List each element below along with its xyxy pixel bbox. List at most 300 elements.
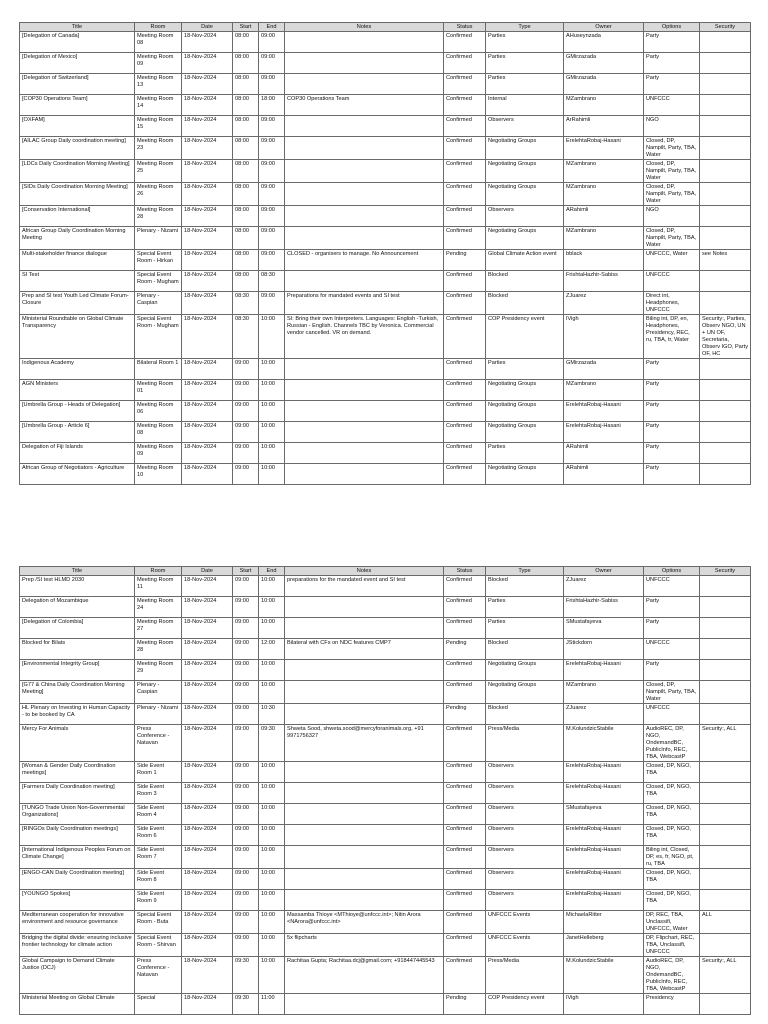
cell-type: Observers [486, 825, 564, 846]
table-row [20, 74, 751, 95]
cell-room: Meeting Room 14 [135, 95, 182, 116]
cell-title: Delegation of Fiji Islands [20, 443, 135, 464]
table-row [20, 443, 751, 464]
cell-room: Plenary - Nizami [135, 704, 182, 725]
cell-title: Ministerial Roundtable on Global Climate Transparency [20, 315, 135, 359]
cell-end: 10:00 [259, 681, 285, 704]
cell-room: Meeting Room 29 [135, 660, 182, 681]
cell-type: Internal [486, 95, 564, 116]
cell-options: UNFCCC [644, 704, 700, 725]
cell-notes [285, 32, 444, 53]
cell-security [700, 704, 751, 725]
cell-type: Blocked [486, 576, 564, 597]
cell-start: 09:00 [233, 464, 259, 485]
cell-start: 09:00 [233, 681, 259, 704]
cell-options: Direct int, Headphones, UNFCCC [644, 292, 700, 315]
cell-room: Meeting Room 10 [135, 464, 182, 485]
cell-room: Plenary - Nizami [135, 227, 182, 250]
cell-end: 10:00 [259, 576, 285, 597]
cell-security [700, 95, 751, 116]
cell-end: 09:00 [259, 160, 285, 183]
cell-owner: ErelehtaRobaj-Hasani [564, 401, 644, 422]
cell-start: 08:00 [233, 95, 259, 116]
cell-date: 18-Nov-2024 [182, 681, 233, 704]
cell-notes: Bilateral with CFs on NDC features CMP7 [285, 639, 444, 660]
cell-type: Negotiating Groups [486, 464, 564, 485]
column-header-type: Type [486, 567, 564, 576]
cell-start: 09:00 [233, 869, 259, 890]
cell-notes [285, 74, 444, 95]
cell-room: Meeting Room 08 [135, 422, 182, 443]
table-row [20, 116, 751, 137]
table-body [20, 32, 751, 485]
cell-date: 18-Nov-2024 [182, 160, 233, 183]
cell-title: [SIDs Daily Coordination Morning Meeting] [20, 183, 135, 206]
cell-start: 08:00 [233, 53, 259, 74]
cell-status: Confirmed [444, 443, 486, 464]
cell-start: 09:00 [233, 890, 259, 911]
cell-security [700, 890, 751, 911]
cell-security [700, 116, 751, 137]
cell-room: Side Event Room 4 [135, 804, 182, 825]
cell-date: 18-Nov-2024 [182, 725, 233, 762]
cell-status: Confirmed [444, 618, 486, 639]
table-row [20, 911, 751, 934]
cell-start: 09:00 [233, 911, 259, 934]
cell-end: 09:00 [259, 116, 285, 137]
cell-security [700, 359, 751, 380]
cell-options: Closed, DP, NGO, TBA [644, 890, 700, 911]
cell-status: Confirmed [444, 762, 486, 783]
cell-type: Negotiating Groups [486, 660, 564, 681]
column-header-options: Options [644, 567, 700, 576]
cell-notes [285, 359, 444, 380]
cell-end: 10:00 [259, 380, 285, 401]
cell-type: Observers [486, 890, 564, 911]
cell-notes: 5x flipcharts [285, 934, 444, 957]
cell-end: 09:00 [259, 32, 285, 53]
cell-date: 18-Nov-2024 [182, 443, 233, 464]
table-row [20, 783, 751, 804]
cell-owner: SMustafayeva [564, 618, 644, 639]
cell-end: 10:00 [259, 846, 285, 869]
cell-status: Confirmed [444, 271, 486, 292]
cell-date: 18-Nov-2024 [182, 846, 233, 869]
cell-room: Meeting Room 11 [135, 576, 182, 597]
cell-notes [285, 380, 444, 401]
cell-end: 10:00 [259, 890, 285, 911]
cell-status: Confirmed [444, 137, 486, 160]
cell-date: 18-Nov-2024 [182, 74, 233, 95]
cell-security [700, 292, 751, 315]
cell-security: ALL [700, 911, 751, 934]
column-header-status: Status [444, 567, 486, 576]
cell-owner: M.KolundzicStabile [564, 957, 644, 994]
cell-end: 10:00 [259, 315, 285, 359]
cell-date: 18-Nov-2024 [182, 227, 233, 250]
cell-notes: COP30 Operations Team [285, 95, 444, 116]
cell-date: 18-Nov-2024 [182, 32, 233, 53]
cell-notes: Massamba Thioye <MThioye@unfccc.int>; Nitin Arora <NArora@unfccc.int> [285, 911, 444, 934]
cell-start: 09:00 [233, 639, 259, 660]
cell-notes [285, 994, 444, 1015]
cell-room: Side Event Room 6 [135, 825, 182, 846]
cell-options: Closed, DP, NGO, TBA [644, 825, 700, 846]
cell-room: Meeting Room 15 [135, 116, 182, 137]
cell-type: Parties [486, 74, 564, 95]
cell-status: Pending [444, 639, 486, 660]
cell-options: Party [644, 660, 700, 681]
cell-start: 09:00 [233, 934, 259, 957]
cell-notes [285, 762, 444, 783]
cell-status: Confirmed [444, 890, 486, 911]
cell-title: [Umbrella Group - Article 6] [20, 422, 135, 443]
cell-title: HL Plenary on Investing in Human Capacity - to be booked by CA [20, 704, 135, 725]
cell-type: UNFCCC Events [486, 934, 564, 957]
cell-type: Observers [486, 116, 564, 137]
cell-owner: GMirzazada [564, 74, 644, 95]
cell-date: 18-Nov-2024 [182, 464, 233, 485]
cell-owner: M.KolundzicStabile [564, 725, 644, 762]
cell-title: Mediterranean cooperation for innovative environment and resource governance [20, 911, 135, 934]
cell-security [700, 804, 751, 825]
cell-type: Negotiating Groups [486, 183, 564, 206]
cell-date: 18-Nov-2024 [182, 825, 233, 846]
cell-title: Ministerial Meeting on Global Climate [20, 994, 135, 1015]
cell-owner: IVigh [564, 315, 644, 359]
cell-start: 09:00 [233, 401, 259, 422]
cell-title: [Delegation of Colombia] [20, 618, 135, 639]
cell-title: [LDCs Daily Coordination Morning Meeting] [20, 160, 135, 183]
cell-options: AudioREC, DP, NGO, OndemandBC, PublicInfo, REC, TBA, WebcastP [644, 725, 700, 762]
cell-date: 18-Nov-2024 [182, 704, 233, 725]
cell-notes [285, 618, 444, 639]
cell-options: Closed, DP, NGO, TBA [644, 869, 700, 890]
cell-security [700, 137, 751, 160]
cell-owner: JStickdorn [564, 639, 644, 660]
column-header-notes: Notes [285, 567, 444, 576]
cell-options: Party [644, 74, 700, 95]
cell-end: 09:30 [259, 725, 285, 762]
header-row [20, 567, 751, 576]
table-row [20, 401, 751, 422]
cell-title: Prep /SI test HLMD 2030 [20, 576, 135, 597]
cell-end: 09:00 [259, 227, 285, 250]
cell-start: 08:00 [233, 116, 259, 137]
cell-owner: ErelehtaRobaj-Hasani [564, 660, 644, 681]
cell-status: Confirmed [444, 53, 486, 74]
cell-title: [ENGO-CAN Daily Coordination meeting] [20, 869, 135, 890]
cell-type: Observers [486, 846, 564, 869]
cell-options: Biling int, DP, en, Headphones, Presidency, REC, ru, TBA, tr, Water [644, 315, 700, 359]
table-row [20, 639, 751, 660]
cell-room: Plenary - Caspian [135, 681, 182, 704]
table-row [20, 250, 751, 271]
cell-status: Confirmed [444, 95, 486, 116]
cell-status: Confirmed [444, 911, 486, 934]
cell-status: Confirmed [444, 934, 486, 957]
cell-date: 18-Nov-2024 [182, 53, 233, 74]
cell-security [700, 183, 751, 206]
cell-end: 09:00 [259, 292, 285, 315]
cell-status: Confirmed [444, 401, 486, 422]
cell-notes [285, 704, 444, 725]
cell-title: [RINGOs Daily Coordination meetings] [20, 825, 135, 846]
cell-type: Press/Media [486, 957, 564, 994]
cell-options: Party [644, 53, 700, 74]
cell-start: 08:00 [233, 74, 259, 95]
cell-notes [285, 206, 444, 227]
cell-room: Meeting Room 26 [135, 183, 182, 206]
cell-end: 08:30 [259, 271, 285, 292]
cell-type: Observers [486, 206, 564, 227]
cell-notes [285, 160, 444, 183]
cell-owner: IVigh [564, 994, 644, 1015]
cell-notes [285, 183, 444, 206]
cell-security [700, 846, 751, 869]
cell-security [700, 464, 751, 485]
cell-owner: MZambrano [564, 681, 644, 704]
cell-notes [285, 804, 444, 825]
cell-title: [COP30 Operations Team] [20, 95, 135, 116]
cell-end: 09:00 [259, 53, 285, 74]
cell-end: 10:00 [259, 804, 285, 825]
cell-status: Confirmed [444, 804, 486, 825]
column-header-date: Date [182, 567, 233, 576]
cell-date: 18-Nov-2024 [182, 804, 233, 825]
cell-room: Meeting Room 27 [135, 618, 182, 639]
cell-room: Side Event Room 9 [135, 890, 182, 911]
cell-notes: Preparations for mandated events and SI test [285, 292, 444, 315]
table-row [20, 704, 751, 725]
cell-notes: Shweta Sood, shweta.sood@mercyforanimals.org, +91 9971756327 [285, 725, 444, 762]
cell-type: Negotiating Groups [486, 137, 564, 160]
cell-type: Parties [486, 443, 564, 464]
cell-end: 10:00 [259, 443, 285, 464]
cell-date: 18-Nov-2024 [182, 250, 233, 271]
cell-notes [285, 846, 444, 869]
cell-options: Party [644, 359, 700, 380]
cell-security [700, 660, 751, 681]
cell-start: 08:00 [233, 206, 259, 227]
cell-start: 09:00 [233, 422, 259, 443]
column-header-end: End [259, 23, 285, 32]
cell-status: Confirmed [444, 660, 486, 681]
table-row [20, 994, 751, 1015]
cell-security [700, 576, 751, 597]
cell-end: 10:00 [259, 359, 285, 380]
cell-options: Party [644, 422, 700, 443]
cell-title: African Group of Negotiators - Agriculture [20, 464, 135, 485]
cell-start: 09:00 [233, 783, 259, 804]
cell-end: 09:00 [259, 74, 285, 95]
cell-options: Closed, DP, NGO, TBA [644, 783, 700, 804]
cell-type: Negotiating Groups [486, 681, 564, 704]
cell-date: 18-Nov-2024 [182, 639, 233, 660]
cell-type: Global Climate Action event [486, 250, 564, 271]
cell-security [700, 227, 751, 250]
cell-status: Pending [444, 704, 486, 725]
column-header-type: Type [486, 23, 564, 32]
cell-status: Confirmed [444, 597, 486, 618]
column-header-start: Start [233, 23, 259, 32]
cell-start: 09:00 [233, 762, 259, 783]
cell-owner: ARahimli [564, 443, 644, 464]
cell-security [700, 32, 751, 53]
cell-security [700, 762, 751, 783]
cell-security: Security:, ALL [700, 957, 751, 994]
cell-date: 18-Nov-2024 [182, 137, 233, 160]
table-row [20, 206, 751, 227]
cell-owner: AHuseynzada [564, 32, 644, 53]
table-row [20, 315, 751, 359]
cell-options: Party [644, 401, 700, 422]
cell-notes [285, 681, 444, 704]
cell-type: Blocked [486, 292, 564, 315]
cell-title: [Umbrella Group - Heads of Delegation] [20, 401, 135, 422]
table-row [20, 957, 751, 994]
cell-end: 09:00 [259, 137, 285, 160]
cell-start: 09:00 [233, 597, 259, 618]
cell-security [700, 74, 751, 95]
cell-date: 18-Nov-2024 [182, 994, 233, 1015]
cell-type: Negotiating Groups [486, 401, 564, 422]
table-row [20, 934, 751, 957]
cell-status: Confirmed [444, 825, 486, 846]
cell-start: 08:00 [233, 271, 259, 292]
cell-notes [285, 869, 444, 890]
cell-end: 10:00 [259, 660, 285, 681]
column-header-security: Security [700, 567, 751, 576]
cell-notes: CLOSED - organisers to manage. No Announcement [285, 250, 444, 271]
cell-owner: ZJuarez [564, 576, 644, 597]
cell-end: 10:00 [259, 401, 285, 422]
cell-options: NGO [644, 206, 700, 227]
cell-end: 12:00 [259, 639, 285, 660]
cell-status: Confirmed [444, 160, 486, 183]
table-row [20, 660, 751, 681]
cell-security [700, 618, 751, 639]
cell-type: Observers [486, 804, 564, 825]
cell-status: Confirmed [444, 292, 486, 315]
cell-owner: ErelehtaRobaj-Hasani [564, 869, 644, 890]
cell-notes [285, 116, 444, 137]
cell-date: 18-Nov-2024 [182, 957, 233, 994]
cell-start: 09:00 [233, 359, 259, 380]
cell-owner: ArRahimli [564, 116, 644, 137]
cell-security [700, 597, 751, 618]
cell-start: 08:00 [233, 227, 259, 250]
cell-end: 09:00 [259, 206, 285, 227]
cell-title: [Delegation of Switzerland] [20, 74, 135, 95]
cell-security [700, 53, 751, 74]
cell-security [700, 934, 751, 957]
cell-room: Side Event Room 1 [135, 762, 182, 783]
cell-security: see Notes [700, 250, 751, 271]
cell-type: Parties [486, 618, 564, 639]
schedule-table-1 [19, 22, 751, 485]
cell-end: 10:00 [259, 934, 285, 957]
cell-date: 18-Nov-2024 [182, 292, 233, 315]
cell-start: 09:00 [233, 846, 259, 869]
table-row [20, 464, 751, 485]
column-header-status: Status [444, 23, 486, 32]
cell-security [700, 639, 751, 660]
cell-owner: ErelehtaRobaj-Hasani [564, 762, 644, 783]
table-row [20, 292, 751, 315]
cell-room: Meeting Room 13 [135, 74, 182, 95]
cell-start: 09:00 [233, 618, 259, 639]
cell-security [700, 206, 751, 227]
cell-title: Multi-stakeholder finance dialogue [20, 250, 135, 271]
cell-room: Meeting Room 28 [135, 206, 182, 227]
cell-owner: ARahimli [564, 206, 644, 227]
cell-date: 18-Nov-2024 [182, 271, 233, 292]
column-header-title: Title [20, 23, 135, 32]
cell-notes [285, 271, 444, 292]
cell-room: Bilateral Room 1 [135, 359, 182, 380]
cell-title: Bridging the digital divide: ensuring inclusive frontier technology for climate action [20, 934, 135, 957]
cell-end: 10:00 [259, 783, 285, 804]
cell-status: Confirmed [444, 869, 486, 890]
cell-options: DP, Flipchart, REC, TBA, Unclassifi, UNFCCC [644, 934, 700, 957]
cell-room: Side Event Room 7 [135, 846, 182, 869]
cell-status: Confirmed [444, 783, 486, 804]
cell-security [700, 869, 751, 890]
cell-owner: GMirzazada [564, 359, 644, 380]
cell-status: Confirmed [444, 116, 486, 137]
column-header-owner: Owner [564, 23, 644, 32]
cell-date: 18-Nov-2024 [182, 422, 233, 443]
cell-notes [285, 443, 444, 464]
cell-options: Party [644, 597, 700, 618]
cell-title: [G77 & China Daily Coordination Morning Meeting] [20, 681, 135, 704]
cell-end: 10:00 [259, 422, 285, 443]
cell-owner: MZambrano [564, 95, 644, 116]
cell-room: Special Event Room - Mugham [135, 271, 182, 292]
cell-status: Confirmed [444, 422, 486, 443]
column-header-start: Start [233, 567, 259, 576]
table-row [20, 53, 751, 74]
cell-options: Closed, DP, Nampilt, Party, TBA, Water [644, 183, 700, 206]
cell-start: 08:00 [233, 32, 259, 53]
cell-owner: ErelehtaRobaj-Hasani [564, 825, 644, 846]
table-row [20, 890, 751, 911]
cell-owner: JanetHelleberg [564, 934, 644, 957]
cell-security [700, 160, 751, 183]
cell-end: 10:00 [259, 957, 285, 994]
table-row [20, 359, 751, 380]
cell-owner: FrishtaHazhir-Sabiss [564, 597, 644, 618]
cell-date: 18-Nov-2024 [182, 869, 233, 890]
cell-status: Confirmed [444, 846, 486, 869]
cell-notes [285, 227, 444, 250]
cell-owner: bblack [564, 250, 644, 271]
cell-room: Side Event Room 8 [135, 869, 182, 890]
cell-type: Observers [486, 783, 564, 804]
cell-date: 18-Nov-2024 [182, 116, 233, 137]
cell-end: 10:00 [259, 597, 285, 618]
column-header-end: End [259, 567, 285, 576]
cell-status: Pending [444, 250, 486, 271]
column-header-options: Options [644, 23, 700, 32]
cell-options: Party [644, 618, 700, 639]
cell-type: Parties [486, 32, 564, 53]
cell-date: 18-Nov-2024 [182, 890, 233, 911]
cell-owner: MZambrano [564, 380, 644, 401]
cell-title: [TUNGO Trade Union Non-Governmental Organizations] [20, 804, 135, 825]
cell-status: Confirmed [444, 380, 486, 401]
